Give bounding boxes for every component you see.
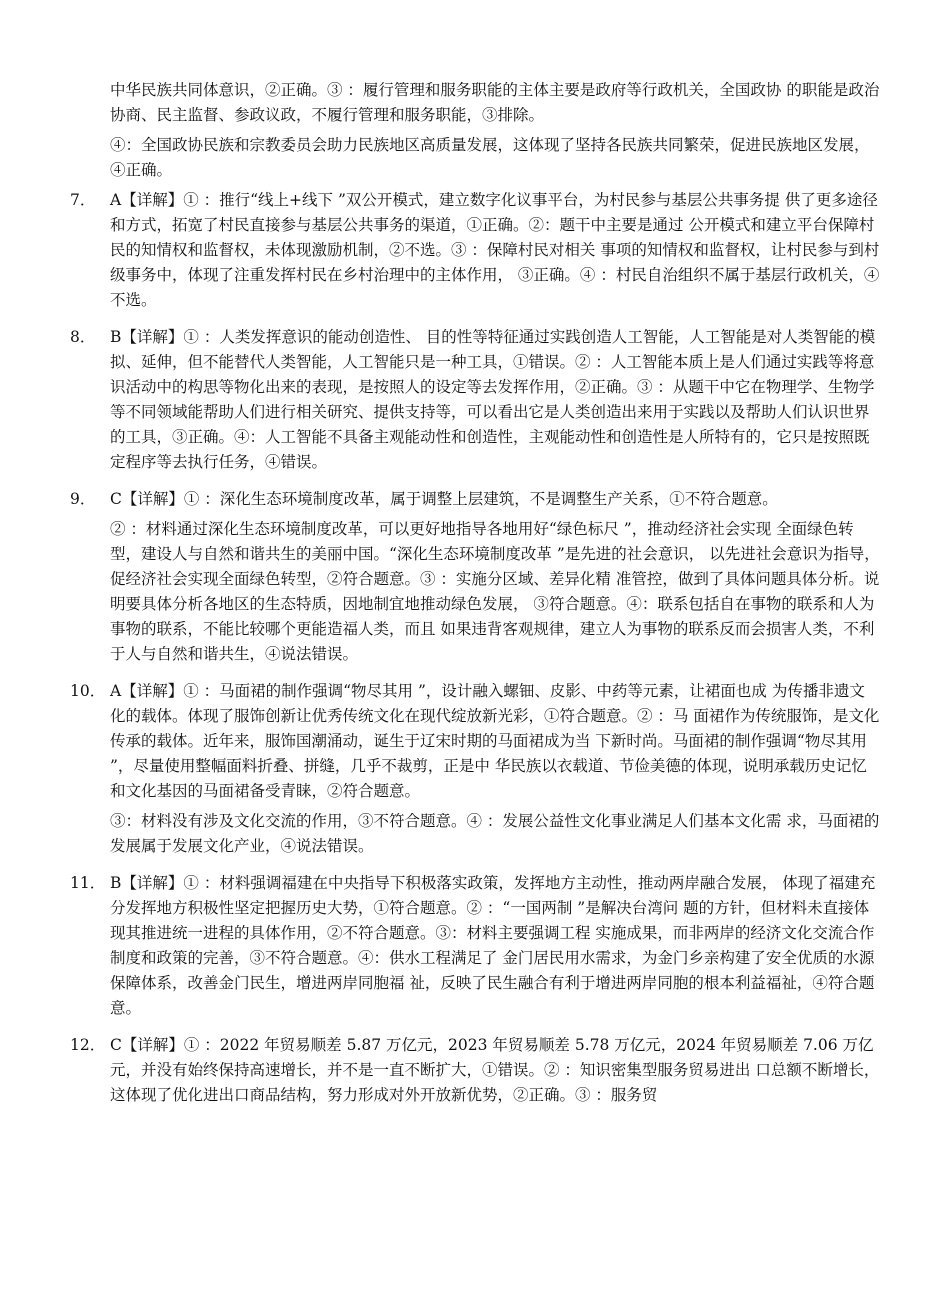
item-number: 10． — [70, 682, 106, 700]
item-paragraph: C【详解】① ：深化生态环境制度改革，属于调整上层建筑，不是调整生产关系，①不符合题意。 — [110, 490, 778, 508]
item-number: 12． — [70, 1036, 106, 1054]
item-number: 7． — [70, 191, 96, 209]
answer-item-9 — [70, 487, 880, 667]
item-paragraph: B【详解】① ：人类发挥意识的能动创造性、 目的性等特征通过实践创造人工智能，人工智能是对人类智能的模拟、延伸，但不能替代人类智能，人工智能只是一种工具，①错误。② ：人工智能本质上是人们通过实践等将意识活动中的构思等物化出来的表现，是按照人的设定等去发挥作用，②正确。③ ：从题干中它在物理学、生物学等不同领域能帮助人们进行相关研究、提供支持等，可以看出它是人类创造出来用于实践以及帮助人们认识世界的工具，③正确。④：人工智能不具备主观能动性和创造性，主观能动性和创造性是人所特有的，它只是按照既定程序等去执行任务，④错误。 — [110, 328, 876, 471]
item-body — [110, 871, 880, 1021]
answer-item-11 — [70, 871, 880, 1021]
item-number: 8． — [70, 328, 96, 346]
item-paragraph: A【详解】① ：马面裙的制作强调“物尽其用 ”，设计融入螺钿、皮影、中药等元素，让裙面也成 为传播非遗文化的载体。体现了服饰创新让优秀传统文化在现代绽放新光彩，①符合题意。② ：马 面裙作为传统服饰，是文化传承的载体。近年来，服饰国潮涌动，诞生于辽宋时期的马面裙成为当 下新时尚。马面裙的制作强调“物尽其用 ”，尽量使用整幅面料折叠、拼缝，几乎不裁剪，正是中 华民族以衣载道、节俭美德的体现，说明承载历史记忆和文化基因的马面裙备受青睐，②符合题意。 — [110, 682, 880, 800]
answer-item-8 — [70, 325, 880, 475]
item-number: 9． — [70, 490, 96, 508]
answer-6-paragraph: ④：全国政协民族和宗教委员会助力民族地区高质量发展，这体现了坚持各民族共同繁荣，促进民族地区发展，④正确。 — [110, 136, 870, 179]
item-body — [110, 325, 880, 475]
answer-item-10 — [70, 679, 880, 859]
answer-item-12 — [70, 1033, 880, 1108]
item-paragraph: C【详解】① ：2022 年贸易顺差 5.87 万亿元，2023 年贸易顺差 5.78 万亿元，2024 年贸易顺差 7.06 万亿元，并没有始终保持高速增长，并不是一直不断扩大，①错误。② ：知识密集型服务贸易进出 口总额不断增长，这体现了优化进出口商品结构，努力形成对外开放新优势，②正确。③ ：服务贸 — [110, 1036, 880, 1104]
continued-answer-6 — [110, 78, 880, 183]
item-body — [110, 1033, 880, 1108]
answer-6-paragraph: 中华民族共同体意识，②正确。③ ：履行管理和服务职能的主体主要是政府等行政机关，全国政协 的职能是政治协商、民主监督、参政议政，不履行管理和服务职能，③排除。 — [110, 81, 880, 124]
item-body — [110, 188, 880, 313]
item-paragraph: A【详解】① ：推行“线上+线下 ”双公开模式，建立数字化议事平台，为村民参与基层公共事务提 供了更多途径和方式，拓宽了村民直接参与基层公共事务的渠道，①正确。②：题干中主要是通过 公开模式和建立平台保障村民的知情权和监督权，未体现激励机制，②不选。③ ：保障村民对相关 事项的知情权和监督权，让村民参与到村级事务中，体现了注重发挥村民在乡村治理中的主体作用， ③正确。④ ：村民自治组织不属于基层行政机关，④不选。 — [110, 191, 880, 309]
item-body — [110, 487, 880, 667]
item-paragraph: ② ：材料通过深化生态环境制度改革，可以更好地指导各地用好“绿色标尺 ”，推动经济社会实现 全面绿色转型，建设人与自然和谐共生的美丽中国。“深化生态环境制度改革 ”是先进的社会意识， 以先进社会意识为指导，促经济社会实现全面绿色转型，②符合题意。③ ：实施分区域、差异化精 准管控，做到了具体问题具体分析。说明要具体分析各地区的生态特质，因地制宜地推动绿色发展， ③符合题意。④：联系包括自在事物的联系和人为事物的联系，不能比较哪个更能造福人类，而且 如果违背客观规律，建立人为事物的联系反而会损害人类，不利于人与自然和谐共生，④说法错误。 — [110, 520, 880, 663]
answer-item-7 — [70, 188, 880, 313]
item-number: 11． — [70, 874, 106, 892]
item-body — [110, 679, 880, 859]
item-paragraph: ③：材料没有涉及文化交流的作用，③不符合题意。④ ：发展公益性文化事业满足人们基本文化需 求，马面裙的发展属于发展文化产业，④说法错误。 — [110, 812, 880, 855]
item-paragraph: B【详解】① ：材料强调福建在中央指导下积极落实政策，发挥地方主动性，推动两岸融合发展， 体现了福建充分发挥地方积极性坚定把握历史大势，①符合题意。② ：“一国两制 ”是解决台湾问 题的方针，但材料未直接体现其推进统一进程的具体作用，②不符合题意。③：材料主要强调工程 实施成果，而非两岸的经济文化交流合作制度和政策的完善，③不符合题意。④：供水工程满足了 金门居民用水需求，为金门乡亲构建了安全优质的水源保障体系，改善金门民生，增进两岸同胞福 祉，反映了民生融合有利于增进两岸同胞的根本利益福祉，④符合题意。 — [110, 874, 876, 1017]
